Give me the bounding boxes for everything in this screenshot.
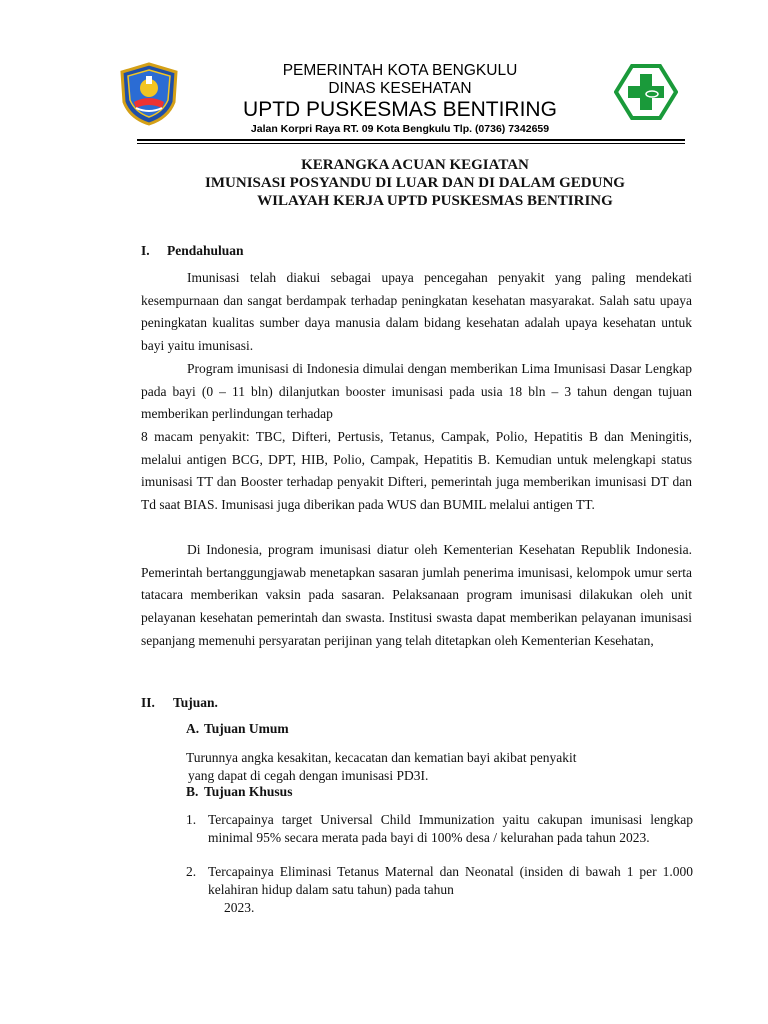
paragraph-1 [141,267,692,358]
title-line-3: WILAYAH KERJA UPTD PUSKESMAS BENTIRING [257,193,613,209]
subsection-b-heading [186,784,292,800]
subsection-a-letter: A. [186,721,200,736]
paragraph-2b-text: 8 macam penyakit: TBC, Difteri, Pertusis, Tetanus, Campak, Polio, Hepatitis B dan Meningitis, melalui antigen BCG, DPT, HIB, Polio, Campak, Hepatitis B. Kemudian untuk melengkapi status imunisasi TT dan Booster terhadap penyakit Difteri, pemerintah juga memberikan imunisasi DT dan Td saat BIAS. Imunisasi juga diberikan pada WUS dan BUMIL melalui antigen TT. [141,429,692,513]
list-item [186,811,693,847]
paragraph-2a-text: Program imunisasi di Indonesia dimulai dengan memberikan Lima Imunisasi Dasar Lengkap pada bayi (0 – 11 bln) dilanjutkan booster imunisasi pada usia 18 bln – 3 tahun dengan tujuan memberikan perlindungan terhadap [141,361,692,422]
tujuan-umum-line-2: yang dapat di cegah dengan imunisasi PD3I. [188,768,429,783]
section-2-title: Tujuan. [173,695,218,710]
list-item-text: Tercapainya target Universal Child Immunization yaitu cakupan imunisasi lengkap minimal 95% secara merata pada bayi di 100% desa / kelurahan pada tahun 2023. [208,812,693,845]
letterhead-rule-thick [137,139,685,141]
subsection-a-title: Tujuan Umum [204,721,289,736]
title-line-1: KERANGKA ACUAN KEGIATAN [301,157,529,173]
section-2-number: II. [141,695,155,710]
section-1-heading [141,243,244,259]
city-emblem-logo [118,62,180,126]
subsection-a-heading [186,721,289,737]
letterhead-government: PEMERINTAH KOTA BENGKULU [282,62,518,79]
puskesmas-cross-logo [614,64,678,120]
tujuan-umum-line-1: Turunnya angka kesakitan, kecacatan dan kematian bayi akibat penyakit [186,750,577,765]
paragraph-2a [141,358,692,426]
list-item [186,863,693,917]
list-item-tail: 2023. [224,900,255,915]
document-title [140,156,690,210]
title-line-2: IMUNISASI POSYANDU DI LUAR DAN DI DALAM GEDUNG [205,175,625,191]
list-item-text-main: Tercapainya Eliminasi Tetanus Maternal dan Neonatal (insiden di bawah 1 per 1.000 kelahiran hidup dalam satu tahun) pada tahun [208,864,693,897]
letterhead-address: Jalan Korpri Raya RT. 09 Kota Bengkulu Tlp. (0736) 7342659 [250,123,550,135]
list-item-text [208,863,693,899]
subsection-b-letter: B. [186,784,199,799]
paragraph-2b [141,426,692,517]
section-1-title: Pendahuluan [167,243,244,258]
section-2-heading [141,695,218,711]
paragraph-3 [141,539,692,653]
letterhead-department: DINAS KESEHATAN [328,80,472,97]
list-item-number: 1. [186,812,197,827]
letterhead-rule-thin [137,143,685,144]
subsection-b-title: Tujuan Khusus [204,784,293,799]
paragraph-1-text: Imunisasi telah diakui sebagai upaya pencegahan penyakit yang paling mendekati kesempurnaan dan sangat berdampak terhadap peningkatan kesehatan masyarakat. Salah satu upaya peningkatan kualitas sumber daya manusia dalam bidang kesehatan adalah upaya kesehatan untuk bayi yaitu imunisasi. [141,270,692,354]
letterhead [190,62,610,136]
list-item-number: 2. [186,864,197,879]
paragraph-3-text: Di Indonesia, program imunisasi diatur oleh Kementerian Kesehatan Republik Indonesia. Pemerintah bertanggungjawab menetapkan sasaran jumlah penerima imunisasi, kelompok umur serta tatacara memberikan vaksin pada sasaran. Pelaksanaan program imunisasi dilakukan oleh unit pelayanan kesehatan pemerintah dan swasta. Institusi swasta dapat memberikan pelayanan imunisasi sepanjang memenuhi persyaratan perijinan yang telah ditetapkan oleh Kementerian Kesehatan, [141,542,692,648]
letterhead-institution: UPTD PUSKESMAS BENTIRING [243,98,557,121]
section-1-number: I. [141,243,150,258]
